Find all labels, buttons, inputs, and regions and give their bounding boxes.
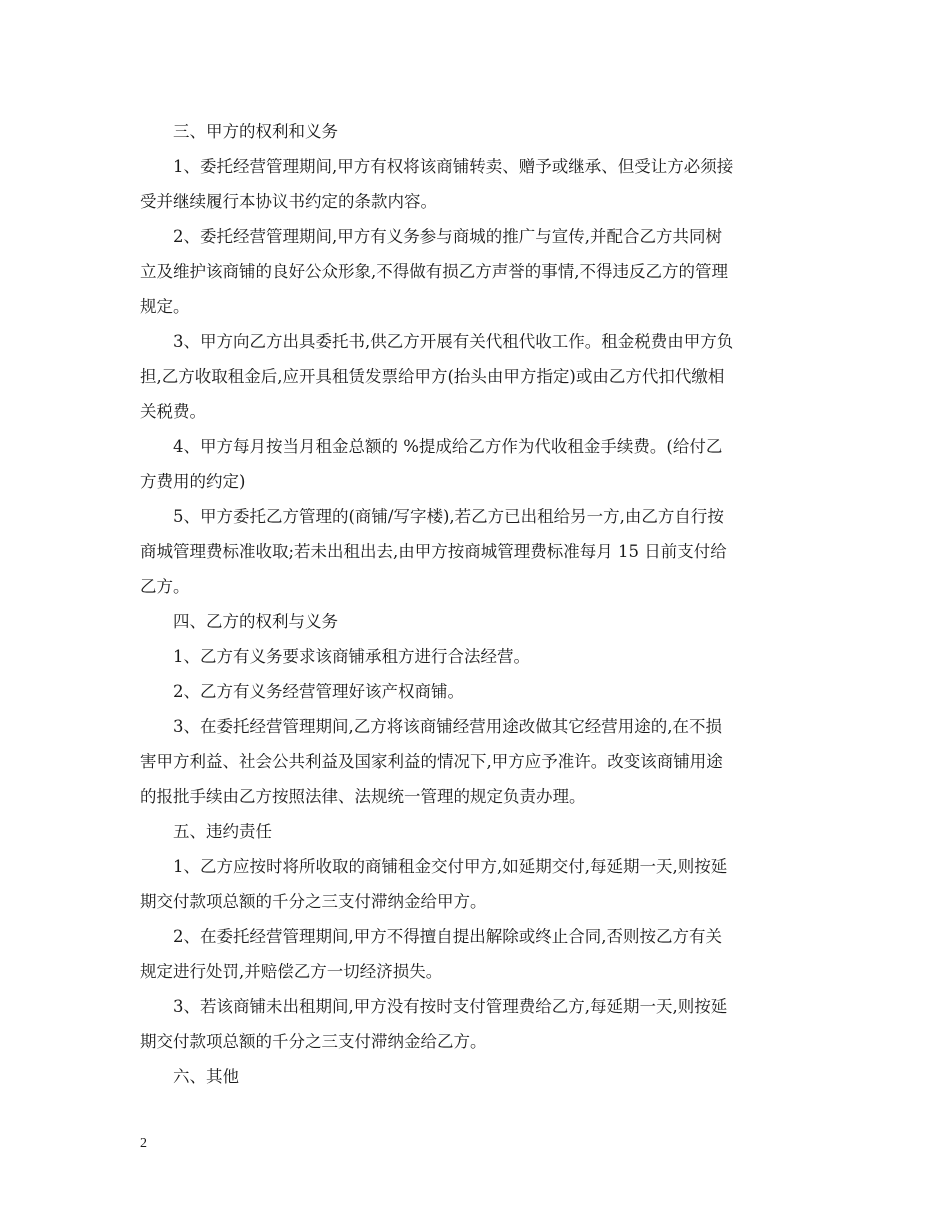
page-number: 2 [140,1136,147,1151]
text-line: 立及维护该商铺的良好公众形象,不得做有损乙方声誉的事情,不得违反乙方的管理 [140,262,728,281]
text-line: 3、甲方向乙方出具委托书,供乙方开展有关代租代收工作。租金税费由甲方负 [173,332,734,351]
text-line: 五、违约责任 [173,822,272,841]
text-line: 担,乙方收取租金后,应开具租赁发票给甲方(抬头由甲方指定)或由乙方代扣代缴相 [140,367,725,386]
text-line: 3、若该商铺未出租期间,甲方没有按时支付管理费给乙方,每延期一天,则按延 [173,997,728,1016]
text-line: 六、其他 [173,1067,239,1086]
text-line: 乙方。 [140,577,190,596]
text-line: 四、乙方的权利与义务 [173,612,338,631]
text-line: 的报批手续由乙方按照法律、法规统一管理的规定负责办理。 [140,787,586,806]
text-line: 期交付款项总额的千分之三支付滞纳金给甲方。 [140,892,487,911]
text-line: 商城管理费标准收取;若未出租出去,由甲方按商城管理费标准每月 15 日前支付给 [140,542,727,561]
text-line: 方费用的约定) [140,472,246,491]
text-line: 三、甲方的权利和义务 [173,122,338,141]
text-line: 2、在委托经营管理期间,甲方不得擅自提出解除或终止合同,否则按乙方有关 [173,927,722,946]
text-line: 规定进行处罚,并赔偿乙方一切经济损失。 [140,962,443,981]
text-line: 关税费。 [140,402,206,421]
text-line: 害甲方利益、社会公共利益及国家利益的情况下,甲方应予准许。改变该商铺用途 [140,752,723,771]
text-line: 2、乙方有义务经营管理好该产权商铺。 [173,682,464,701]
text-line: 受并继续履行本协议书约定的条款内容。 [140,192,437,211]
text-line: 规定。 [140,297,190,316]
text-line: 1、乙方有义务要求该商铺承租方进行合法经营。 [173,647,530,666]
text-line: 3、在委托经营管理期间,乙方将该商铺经营用途改做其它经营用途的,在不损 [173,717,722,736]
text-line: 5、甲方委托乙方管理的(商铺/写字楼),若乙方已出租给另一方,由乙方自行按 [173,507,724,526]
text-line: 2、委托经营管理期间,甲方有义务参与商城的推广与宣传,并配合乙方共同树 [173,227,722,246]
text-line: 期交付款项总额的千分之三支付滞纳金给乙方。 [140,1032,487,1051]
text-line: 1、委托经营管理期间,甲方有权将该商铺转卖、赠予或继承、但受让方必须接 [173,157,734,176]
document-body [140,114,812,1094]
text-line: 1、乙方应按时将所收取的商铺租金交付甲方,如延期交付,每延期一天,则按延 [173,857,728,876]
text-line: 4、甲方每月按当月租金总额的 %提成给乙方作为代收租金手续费。(给付乙 [173,437,723,456]
